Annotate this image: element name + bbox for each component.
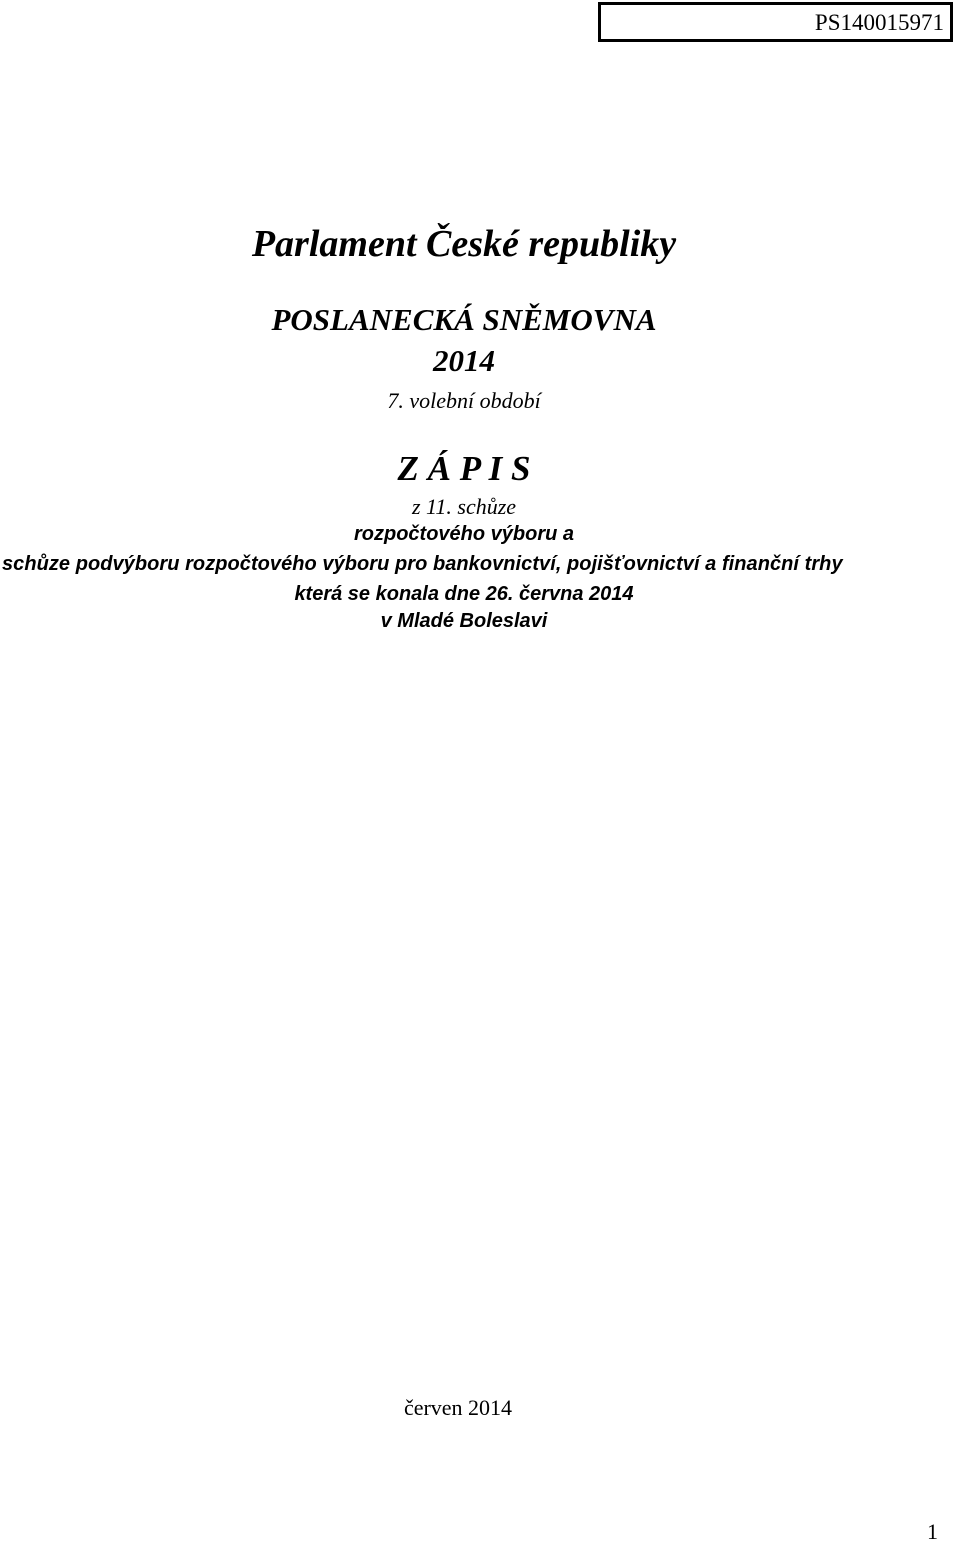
parliament-title: Parlament České republiky [251,223,677,265]
page-number: 1 [927,1519,938,1544]
year: 2014 [433,343,495,378]
document-heading: Z Á P I S [397,449,531,488]
session-number: z 11. schůze [411,494,517,519]
footer-date: červen 2014 [403,1395,513,1420]
meeting-date: která se konala dne 26. června 2014 [294,583,634,605]
document-id: PS140015971 [814,10,944,35]
electoral-term: 7. volební období [387,388,541,413]
subcommittee-name: schůze podvýboru rozpočtového výboru pro bankovnictví, pojišťovnictví a finanční trhy [2,553,843,575]
committee-name: rozpočtového výboru a [353,523,575,545]
meeting-place: v Mladé Boleslavi [380,610,548,632]
document-id-box [598,2,953,42]
chamber-title: POSLANECKÁ SNĚMOVNA [271,302,657,337]
